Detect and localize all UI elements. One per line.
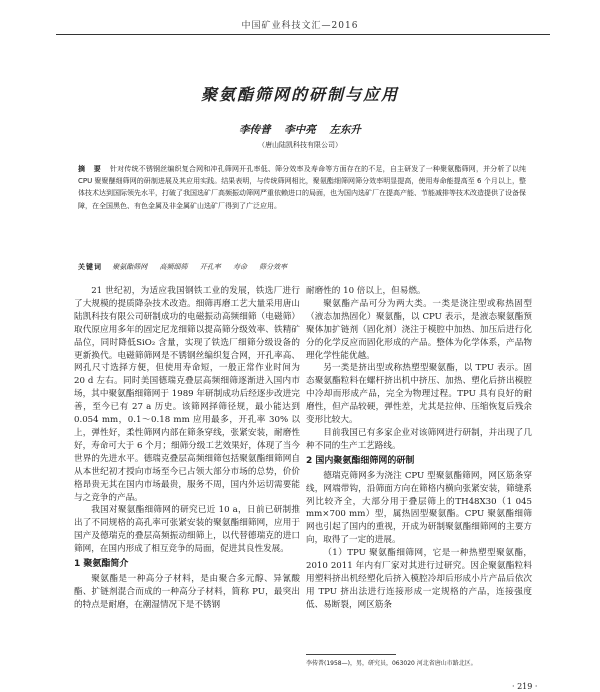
author-name: 左东升 <box>329 124 361 136</box>
body-paragraph: 我国对聚氨酯细筛网的研究已近 10 a，日前已研制推出了不同规格的高孔率可张紧安装的聚氨酯细筛网，应用于国产及德瑞克的叠层高频振动细筛上，以代替德瑞克的进口筛网，在国内形成了相互竞争的局面，促进其良性发展。 <box>74 505 300 555</box>
body-paragraph: 德瑞克筛网多为浇注 CPU 型聚氨酯筛网，网区筋条穿线，网端带钩，沿筛面方向在筛格内横向张紧安装，筛缝系列比较齐全，大部分用于叠层筛上的TH48X30（1 045 mm×700 mm）型，属热固型聚氨酯。CPU 聚氨酯细筛网也引起了国内的重视，开成为研制聚氨酯细筛网的主要方向，取得了一定的进展。 <box>306 470 532 546</box>
body-paragraph: 聚氨酯产品可分为两大类。一类是浇注型或称热固型（液态加热固化）聚氨酯，以 CPU 表示，是液态聚氨酯预聚体加扩链剂（固化剂）浇注于模腔中加热、加压后进行化分的化学反应而固化形成的产品。整体为化学体系，产品物理化学性能优越。 <box>306 298 532 361</box>
abstract-text: 针对传统不锈钢丝编织复合网和冲孔筛网开孔率低、筛分效率及寿命等方面存在的不足，自主研发了一种聚氨酯筛网，并分析了以纯 CPU 聚聚醚细筛网的研制进展及其应用实践。结果表明，与传统筛网相比，聚氨酯细筛网筛分效率明显提高，使用寿命能提高至 6 个月以上，整体技术达到国际领先水平，打破了我国选矿厂高频振动筛网严重依赖进口的局面，也为国内选矿厂在提高产能、节能减排等技术改造提供了设备保障，在全国黑色、有色金属及非金属矿山选矿厂得到了广泛应用。 <box>78 165 527 210</box>
affiliation: （唐山陆凯科技有限公司） <box>258 141 342 149</box>
section-heading: 2 国内聚氨酯细筛网的研制 <box>306 455 415 466</box>
paper-title: 聚氨酯筛网的研制与应用 <box>200 85 399 104</box>
author-name: 李中亮 <box>284 124 316 136</box>
keyword: 筛分效率 <box>259 263 288 271</box>
author-list <box>0 122 600 137</box>
right-column <box>306 285 532 612</box>
keywords-label: 关键词 <box>78 263 102 271</box>
body-paragraph: 目前我国已有多家企业对该筛网进行研制，并出现了几种不同的生产工艺路线。 <box>306 427 532 451</box>
running-header: 中国矿业科技文汇—2016 <box>241 21 359 31</box>
body-paragraph: 聚氨酯是一种高分子材料，是由聚合多元醇、异氰酸酯、扩链剂混合而成的一种高分子材料，简称 PU，最突出的特点是耐磨，在潮湿情况下是不锈钢 <box>74 573 300 610</box>
keyword: 聚氨酯筛网 <box>112 263 148 271</box>
keyword: 寿命 <box>232 263 247 271</box>
author-name: 李传普 <box>239 124 271 136</box>
body-paragraph: （1）TPU 聚氨酯细筛网，它是一种热塑型聚氨酯，2010 2011 年内有厂家对其进行过研究。因企聚氨酯粒料用塑料挤出机经塑化后挤入模腔冷却后形成小片产品后依次用 TPU 挤出法进行连接形成一定规格的产品，连接强度低、易断裂，网区筋条 <box>306 548 532 610</box>
abstract <box>78 163 526 212</box>
abstract-label: 摘 要 <box>78 165 104 173</box>
footnote-rule <box>306 654 396 655</box>
keyword: 开孔率 <box>199 263 221 271</box>
keyword: 高频细筛 <box>159 263 188 271</box>
keywords <box>78 262 526 272</box>
body-paragraph: 另一类是挤出型或称热塑型聚氨酯，以 TPU 表示。固态聚氨酯粒料在螺杆挤出机中挤压、加热、塑化后挤出模腔中冷却而形成产品，完全为物理过程。TPU 具有良好的耐磨性，但产品较硬，弹性差，尤其是拉伸、压缩恢复后残余变形比较大。 <box>306 363 532 426</box>
left-column <box>74 285 300 612</box>
body-paragraph: 耐磨性的 10 倍以上，但易燃。 <box>306 286 426 296</box>
page-number: · 219 · <box>512 682 538 691</box>
header-rule <box>56 34 550 35</box>
author-footnote: 李传普(1958—)，男，研究员，063020 河北省唐山市路北区。 <box>306 660 477 667</box>
body-paragraph: 21 世纪初，为适应我国钢铁工业的发展，铁选厂进行了大规模的提质降杂技术改造。细筛再磨工艺大量采用唐山陆凯科技有限公司研制成功的电磁振动高频细筛（电磁筛）取代原应用多年的固定尼龙细筛以提高筛分级效率、铁精矿品位，同时降低SiO₂ 含量，实现了铁选厂细筛分级设备的更新换代。电磁筛筛网是不锈钢丝编织复合网，开孔率高、网孔尺寸选择方便，但使用寿命短，一般正常作业时间为 20 d 左右。同时美国德瑞克叠层高频细筛逐渐进入国内市场，其中聚氨酯细筛网于 1989 年研制成功后经逐步改进完善，至今已有 27 a 历史。该筛网择筛径规，最小能达到 0.054 mm，0.1～0.18 mm 应用最多，开孔率 30% 以上，弹性好，柔性筛网内部在筛条穿线，张紧安装，耐磨性好，寿命可大于 6 个月；细筛分级工艺效果好，体现了当今世界的先进水平。德瑞克叠层高频细筛包括聚氨酯细筛网自从本世纪初才授向市场至今已占领大部分市场的总势，价价格昂贵无其在国内市场最贵，服务不周，国内外运切需要能与之竞争的产品。 <box>74 286 300 503</box>
section-heading: 1 聚氨酯简介 <box>74 559 129 570</box>
